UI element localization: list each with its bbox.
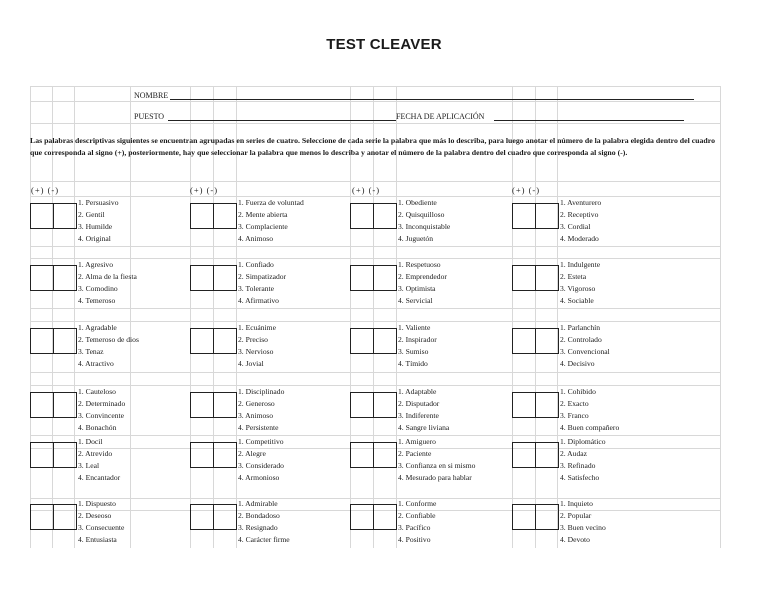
minus-answer-box[interactable] xyxy=(213,328,237,354)
word-option: 4. Buen compañero xyxy=(560,423,620,432)
minus-answer-box[interactable] xyxy=(373,265,397,291)
word-option: 4. Atractivo xyxy=(78,359,114,368)
word-option: 3. Buen vecino xyxy=(560,523,606,532)
puesto-field[interactable] xyxy=(168,120,396,121)
word-option: 3. Animoso xyxy=(238,411,274,420)
minus-answer-box[interactable] xyxy=(213,203,237,229)
plus-answer-box[interactable] xyxy=(350,504,374,530)
page-title: TEST CLEAVER xyxy=(326,36,442,53)
plus-answer-box[interactable] xyxy=(350,328,374,354)
word-option: 1. Indulgente xyxy=(560,260,601,269)
word-option: 3. Tolerante xyxy=(238,284,275,293)
word-option: 2. Mente abierta xyxy=(238,210,288,219)
word-option: 3. Nervioso xyxy=(238,347,274,356)
plus-answer-box[interactable] xyxy=(350,442,374,468)
word-option: 3. Confianza en si mismo xyxy=(398,461,476,470)
minus-answer-box[interactable] xyxy=(373,442,397,468)
minus-answer-box[interactable] xyxy=(535,203,559,229)
word-option: 1. Agradable xyxy=(78,323,117,332)
minus-answer-box[interactable] xyxy=(53,442,77,468)
word-option: 2. Generoso xyxy=(238,399,275,408)
word-option: 4. Armonioso xyxy=(238,473,280,482)
plus-answer-box[interactable] xyxy=(30,392,54,418)
word-option: 3. Inconquistable xyxy=(398,222,451,231)
nombre-label: NOMBRE xyxy=(134,91,169,100)
minus-answer-box[interactable] xyxy=(53,265,77,291)
word-option: 1. Amiguero xyxy=(398,437,436,446)
word-option: 3. Tenaz xyxy=(78,347,104,356)
word-option: 1. Docil xyxy=(78,437,103,446)
minus-answer-box[interactable] xyxy=(53,328,77,354)
minus-answer-box[interactable] xyxy=(373,392,397,418)
word-option: 3. Sumiso xyxy=(398,347,429,356)
word-option: 2. Deseoso xyxy=(78,511,112,520)
word-option: 3. Vigoroso xyxy=(560,284,596,293)
word-option: 2. Atrevido xyxy=(78,449,113,458)
word-option: 1. Ecuánime xyxy=(238,323,276,332)
plus-answer-box[interactable] xyxy=(190,504,214,530)
plus-answer-box[interactable] xyxy=(512,442,536,468)
grid-line xyxy=(30,86,720,87)
word-option: 1. Fuerza de voluntad xyxy=(238,198,304,207)
word-option: 4. Original xyxy=(78,234,111,243)
minus-answer-box[interactable] xyxy=(213,392,237,418)
word-option: 4. Jovial xyxy=(238,359,264,368)
grid-line xyxy=(30,385,720,386)
minus-answer-box[interactable] xyxy=(373,203,397,229)
word-option: 3. Refinado xyxy=(560,461,596,470)
word-option: 4. Devoto xyxy=(560,535,590,544)
word-option: 4. Afirmativo xyxy=(238,296,279,305)
word-option: 1. Valiente xyxy=(398,323,431,332)
word-option: 1. Confiado xyxy=(238,260,274,269)
word-option: 2. Paciente xyxy=(398,449,432,458)
word-option: 4. Tímido xyxy=(398,359,428,368)
word-option: 1. Adaptable xyxy=(398,387,437,396)
word-option: 3. Consecuente xyxy=(78,523,125,532)
grid-line xyxy=(30,181,720,182)
minus-answer-box[interactable] xyxy=(373,328,397,354)
grid-line xyxy=(720,86,721,548)
plus-answer-box[interactable] xyxy=(512,392,536,418)
minus-answer-box[interactable] xyxy=(535,328,559,354)
minus-answer-box[interactable] xyxy=(213,265,237,291)
word-option: 3. Cordial xyxy=(560,222,591,231)
minus-answer-box[interactable] xyxy=(213,442,237,468)
word-option: 4. Servicial xyxy=(398,296,433,305)
word-option: 3. Convincente xyxy=(78,411,124,420)
sign-header: (+) (-) xyxy=(352,185,381,195)
minus-answer-box[interactable] xyxy=(535,504,559,530)
word-option: 3. Comodino xyxy=(78,284,118,293)
word-option: 1. Cauteloso xyxy=(78,387,116,396)
instructions: Las palabras descriptivas siguientes se encuentran agrupadas en series de cuatro. Seleccione de cada serie la palabra que más lo describa, para luego anotar el número de la palabra elegida dentro del cuadro que corresponda al signo (+), posteriormente, hay que seleccionar la palabra que menos lo describa y anotar el número de la palabra dentro del cuadro que corresponda al signo (-). xyxy=(30,136,715,157)
minus-answer-box[interactable] xyxy=(53,504,77,530)
word-option: 1. Conforme xyxy=(398,499,437,508)
minus-answer-box[interactable] xyxy=(53,203,77,229)
word-option: 4. Sangre liviana xyxy=(398,423,450,432)
plus-answer-box[interactable] xyxy=(350,203,374,229)
plus-answer-box[interactable] xyxy=(30,504,54,530)
word-option: 1. Persuasivo xyxy=(78,198,119,207)
word-option: 1. Inquieto xyxy=(560,499,593,508)
word-option: 2. Alegre xyxy=(238,449,266,458)
word-option: 4. Encantador xyxy=(78,473,121,482)
plus-answer-box[interactable] xyxy=(190,392,214,418)
grid-line xyxy=(30,372,720,373)
word-option: 2. Audaz xyxy=(560,449,587,458)
word-option: 4. Persistente xyxy=(238,423,279,432)
nombre-field[interactable] xyxy=(170,99,694,100)
word-option: 2. Popular xyxy=(560,511,592,520)
word-option: 3. Convencional xyxy=(560,347,610,356)
word-option: 3. Resignado xyxy=(238,523,278,532)
word-option: 2. Alma de la fiesta xyxy=(78,272,137,281)
sign-header: (+) (-) xyxy=(190,185,219,195)
word-option: 2. Temeroso de dios xyxy=(78,335,139,344)
word-option: 1. Agresivo xyxy=(78,260,114,269)
plus-answer-box[interactable] xyxy=(30,203,54,229)
plus-answer-box[interactable] xyxy=(190,442,214,468)
plus-answer-box[interactable] xyxy=(30,442,54,468)
puesto-label: PUESTO xyxy=(134,112,165,121)
minus-answer-box[interactable] xyxy=(535,392,559,418)
word-option: 4. Decisivo xyxy=(560,359,595,368)
plus-answer-box[interactable] xyxy=(190,203,214,229)
grid-line xyxy=(30,123,720,124)
fecha-field[interactable] xyxy=(494,120,684,121)
word-option: 1. Dispuesto xyxy=(78,499,116,508)
plus-answer-box[interactable] xyxy=(512,203,536,229)
grid-line xyxy=(30,246,720,247)
word-option: 3. Leal xyxy=(78,461,100,470)
sign-header: (+) (-) xyxy=(512,185,541,195)
fecha-label: FECHA DE APLICACIÓN xyxy=(396,112,485,121)
word-option: 4. Animoso xyxy=(238,234,274,243)
word-option: 3. Pacífico xyxy=(398,523,431,532)
grid-line xyxy=(30,196,720,197)
plus-answer-box[interactable] xyxy=(512,504,536,530)
grid-line xyxy=(30,258,720,259)
minus-answer-box[interactable] xyxy=(373,504,397,530)
word-option: 1. Competitivo xyxy=(238,437,284,446)
word-option: 1. Diplomático xyxy=(560,437,606,446)
word-option: 1. Disciplinado xyxy=(238,387,285,396)
word-option: 2. Esteta xyxy=(560,272,587,281)
word-option: 2. Confiable xyxy=(398,511,436,520)
word-option: 3. Considerado xyxy=(238,461,284,470)
word-option: 2. Gentil xyxy=(78,210,105,219)
word-option: 4. Moderado xyxy=(560,234,599,243)
word-option: 2. Exacto xyxy=(560,399,589,408)
word-option: 4. Satisfecho xyxy=(560,473,600,482)
minus-answer-box[interactable] xyxy=(53,392,77,418)
word-option: 3. Franco xyxy=(560,411,589,420)
word-option: 2. Bondadoso xyxy=(238,511,280,520)
word-option: 3. Complaciente xyxy=(238,222,288,231)
word-option: 4. Carácter firme xyxy=(238,535,290,544)
plus-answer-box[interactable] xyxy=(190,265,214,291)
word-option: 1. Respetuoso xyxy=(398,260,441,269)
word-option: 2. Simpatizador xyxy=(238,272,287,281)
word-option: 1. Obediente xyxy=(398,198,437,207)
word-option: 2. Receptivo xyxy=(560,210,599,219)
minus-answer-box[interactable] xyxy=(535,265,559,291)
word-option: 3. Optimista xyxy=(398,284,436,293)
grid-line xyxy=(30,101,720,102)
word-option: 4. Mesurado para hablar xyxy=(398,473,472,482)
plus-answer-box[interactable] xyxy=(350,392,374,418)
word-option: 3. Humilde xyxy=(78,222,113,231)
sign-header: (+) (-) xyxy=(31,185,60,195)
word-option: 1. Aventurero xyxy=(560,198,602,207)
plus-answer-box[interactable] xyxy=(190,328,214,354)
plus-answer-box[interactable] xyxy=(512,328,536,354)
plus-answer-box[interactable] xyxy=(512,265,536,291)
word-option: 4. Temeroso xyxy=(78,296,116,305)
grid-line xyxy=(30,308,720,309)
grid-line xyxy=(30,321,720,322)
word-option: 1. Parlanchín xyxy=(560,323,601,332)
word-option: 4. Sociable xyxy=(560,296,594,305)
word-option: 1. Admirable xyxy=(238,499,278,508)
word-option: 2. Preciso xyxy=(238,335,268,344)
word-option: 4. Positivo xyxy=(398,535,431,544)
minus-answer-box[interactable] xyxy=(535,442,559,468)
word-option: 4. Bonachón xyxy=(78,423,117,432)
word-option: 2. Quisquilloso xyxy=(398,210,445,219)
word-option: 3. Indiferente xyxy=(398,411,439,420)
word-option: 2. Inspirador xyxy=(398,335,437,344)
word-option: 2. Emprendedor xyxy=(398,272,447,281)
word-option: 2. Determinado xyxy=(78,399,126,408)
word-option: 2. Controlado xyxy=(560,335,602,344)
grid-line xyxy=(30,435,720,436)
grid-line xyxy=(30,498,720,499)
word-option: 1. Cohibido xyxy=(560,387,596,396)
plus-answer-box[interactable] xyxy=(350,265,374,291)
word-option: 4. Juguetón xyxy=(398,234,434,243)
word-option: 2. Disputador xyxy=(398,399,440,408)
plus-answer-box[interactable] xyxy=(30,265,54,291)
plus-answer-box[interactable] xyxy=(30,328,54,354)
minus-answer-box[interactable] xyxy=(213,504,237,530)
word-option: 4. Entusiasta xyxy=(78,535,117,544)
